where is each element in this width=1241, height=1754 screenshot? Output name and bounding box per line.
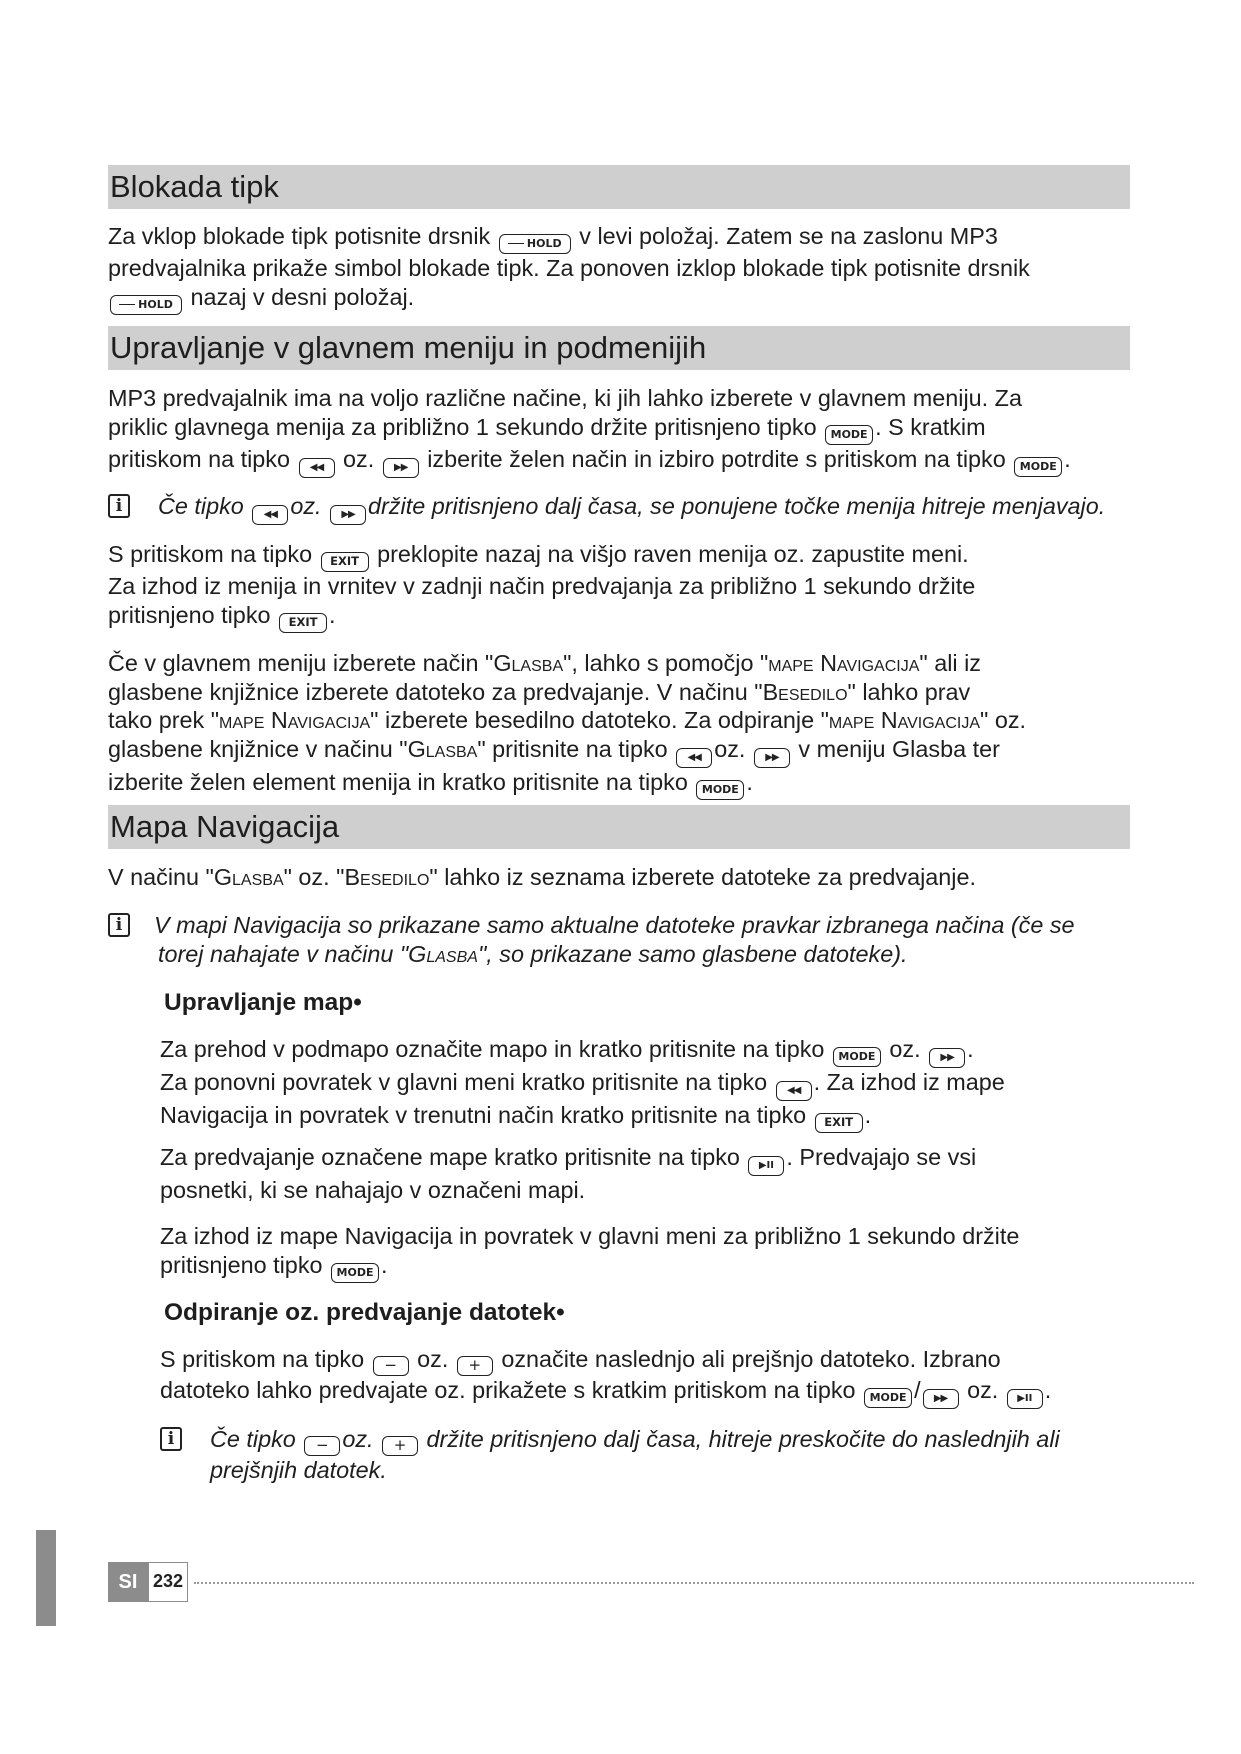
forward-key-icon: ▶▶	[383, 458, 419, 478]
folders-paragraph-2: Za predvajanje označene mape kratko pritisnite na tipko ▶II . Predvajajo se vsi posnetki, ki se nahajajo v označeni mapi.	[160, 1144, 977, 1203]
footer-side-bar	[36, 1530, 56, 1626]
nav-paragraph-1: V načinu "Glasba" oz. "Besedilo" lahko iz seznama izberete datoteke za predvajanje.	[108, 864, 977, 890]
folders-paragraph-1: Za prehod v podmapo označite mapo in kratko pritisnite na tipko MODE oz. ▶▶ . Za ponovni povratek v glavni meni kratko pritisnite na tipko ◀◀ . Za izhod iz mape Navigacija in povratek v trenutni način kratko pritisnite na tipko EXIT .	[160, 1035, 1135, 1133]
footer-page-number: 232	[148, 1562, 188, 1602]
info-icon: i	[160, 1427, 182, 1451]
mode-key-icon: MODE	[864, 1388, 912, 1408]
mode-key-icon: MODE	[331, 1263, 379, 1283]
footer-dotted-line	[194, 1582, 1194, 1584]
footer-language-badge: SI	[108, 1562, 148, 1602]
rewind-key-icon: ◀◀	[299, 458, 335, 478]
plus-key-icon: +	[382, 1436, 418, 1456]
subheading-folders: Upravljanje map•	[164, 989, 362, 1016]
section-heading-lock: Blokada tipk	[108, 165, 1130, 209]
menu-paragraph-1: MP3 predvajalnik ima na voljo različne načine, ki jih lahko izberete v glavnem meniju. Za priklic glavnega menija za približno 1 sekundo držite pritisnjeno tipko MODE . S kratkim pritiskom na tipko ◀◀ oz. ▶▶ izberite želen način in izbiro potrdite s pritiskom na tipko MODE .	[108, 384, 1138, 478]
exit-key-icon: EXIT	[321, 552, 369, 572]
files-paragraph-1: S pritiskom na tipko − oz. + označite naslednjo ali prejšnjo datoteko. Izbrano datoteko lahko predvajate oz. prikažete s kratkim pritiskom na tipko MODE / ▶▶ oz. ▶II .	[160, 1345, 1135, 1409]
forward-key-icon: ▶▶	[330, 505, 366, 525]
play-pause-key-icon: ▶II	[1007, 1389, 1043, 1409]
mode-key-icon: MODE	[696, 780, 744, 800]
rewind-key-icon: ◀◀	[776, 1081, 812, 1101]
section-heading-menu: Upravljanje v glavnem meniju in podmenijih	[108, 326, 1130, 370]
info-icon: i	[108, 913, 130, 937]
lock-paragraph: Za vklop blokade tipk potisnite drsnik HOLD v levi položaj. Zatem se na zaslonu MP3 predvajalnika prikaže simbol blokade tipk. Za ponoven izklop blokade tipk potisnite drsnik HOLD nazaj v desni položaj.	[108, 222, 1138, 315]
exit-key-icon: EXIT	[815, 1113, 863, 1133]
subheading-files: Odpiranje oz. predvajanje datotek•	[164, 1299, 565, 1326]
minus-key-icon: −	[373, 1356, 409, 1376]
hold-key-icon: HOLD	[499, 234, 571, 254]
plus-key-icon: +	[457, 1356, 493, 1376]
play-pause-key-icon: ▶II	[748, 1156, 784, 1176]
mode-key-icon: MODE	[825, 425, 873, 445]
exit-key-icon: EXIT	[279, 613, 327, 633]
forward-key-icon: ▶▶	[929, 1048, 965, 1068]
forward-key-icon: ▶▶	[754, 748, 790, 768]
hold-key-icon: HOLD	[110, 295, 182, 315]
info-icon: i	[108, 494, 130, 518]
menu-paragraph-2: S pritiskom na tipko EXIT preklopite nazaj na višjo raven menija oz. zapustite meni. Za izhod iz menija in vrnitev v zadnji način predvajanja za približno 1 sekundo držite pritisnjeno tipko EXIT .	[108, 540, 1138, 633]
section-heading-navigation: Mapa Navigacija	[108, 805, 1130, 849]
menu-paragraph-3: Če v glavnem meniju izberete način "Glasba", lahko s pomočjo "mape Navigacija" ali iz glasbene knjižnice izberete datoteko za predvajanje. V načinu "Besedilo" lahko prav tako prek "mape Navigacija" izberete besedilno datoteko. Za odpiranje "mape Navigacija" oz. glasbene knjižnice v načinu "Glasba" pritisnite na tipko ◀◀ oz. ▶▶ v meniju Glasba ter izberite želen element menija in kratko pritisnite na tipko MODE .	[108, 649, 1138, 800]
folders-paragraph-3: Za izhod iz mape Navigacija in povratek v glavni meni za približno 1 sekundo držite pritisnjeno tipko MODE .	[160, 1222, 1135, 1283]
rewind-key-icon: ◀◀	[676, 748, 712, 768]
mode-key-icon: MODE	[1014, 457, 1062, 477]
manual-page: Blokada tipk Za vklop blokade tipk potisnite drsnik HOLD v levi položaj. Zatem se na zaslonu MP3 predvajalnika prikaže simbol blokade tipk. Za ponoven izklop blokade tipk potisnite drsnik HOLD nazaj v desni položaj. Upravljanje v glavnem meniju in podmenijih MP3 predvajalnik ima na voljo različne načine, ki jih lahko izberete v glavnem meniju. Za priklic glavnega menija za približno 1 sekundo držite pritisnjeno tipko MODE . S kratkim pritiskom na tipko ◀◀ oz. ▶▶ izberite želen način in izbiro potrdite s pritiskom na tipko MODE . i Če tipko ◀◀ oz. ▶▶ držite pritisnjeno dalj časa, se ponujene točke menija hitreje menjavajo. S pritiskom na tipko EXIT preklopite nazaj na višjo raven menija oz. zapustite meni. Za izhod iz menija in vrnitev v zadnji način predvajanja za približno 1 sekundo držite pritisnjeno tipko EXIT . Če v glavnem meniju izberete način "Glasba", lahko s pomočjo "mape Navigacija" ali iz glasbene knjižnice izberete datoteko za predvajanje. V načinu "Besedilo" lahko prav tako prek "mape Navigacija" izberete besedilno datoteko. Za odpiranje "mape Navigacija" oz. glasbene knjižnice v načinu "Glasba" pritisnite na tipko ◀◀ oz. ▶▶ v meniju Glasba ter izberite želen element menija in kratko pritisnite na tipko MODE . Mapa Navigacija V načinu "Glasba" oz. "Besedilo" lahko iz seznama izberete datoteke za predvajanje. i V mapi Navigacija so prikazane samo aktualne datoteke pravkar izbranega načina (če se torej nahajate v načinu "Glasba", so prikazane samo glasbene datoteke). Upravljanje map• Za prehod v podmapo označite mapo in kratko pritisnite na tipko MODE oz. ▶▶ . Za ponovni povratek v glavni meni kratko pritisnite na tipko ◀◀ . Za izhod iz mape Navigacija in povratek v trenutni način kratko pritisnite na tipko EXIT . Za predvajanje označene mape kratko pritisnite na tipko ▶II . Predvajajo se vsi posnetki, ki se nahajajo v označeni mapi. Za izhod iz mape Navigacija in povratek v glavni meni za približno 1 sekundo držite pritisnjeno tipko MODE . Odpiranje oz. predvajanje datotek• S pritiskom na tipko − oz. + označite naslednjo ali prejšnjo datoteko. Izbrano datoteko lahko predvajate oz. prikažete s kratkim pritiskom na tipko MODE / ▶▶ oz. ▶II . i Če tipko − oz. + držite pritisnjeno dalj časa, hitreje preskočite do naslednjih ali prejšnjih datotek. SI 232	[0, 0, 1241, 1754]
forward-key-icon: ▶▶	[923, 1389, 959, 1409]
minus-key-icon: −	[304, 1436, 340, 1456]
rewind-key-icon: ◀◀	[252, 505, 288, 525]
mode-key-icon: MODE	[833, 1047, 881, 1067]
